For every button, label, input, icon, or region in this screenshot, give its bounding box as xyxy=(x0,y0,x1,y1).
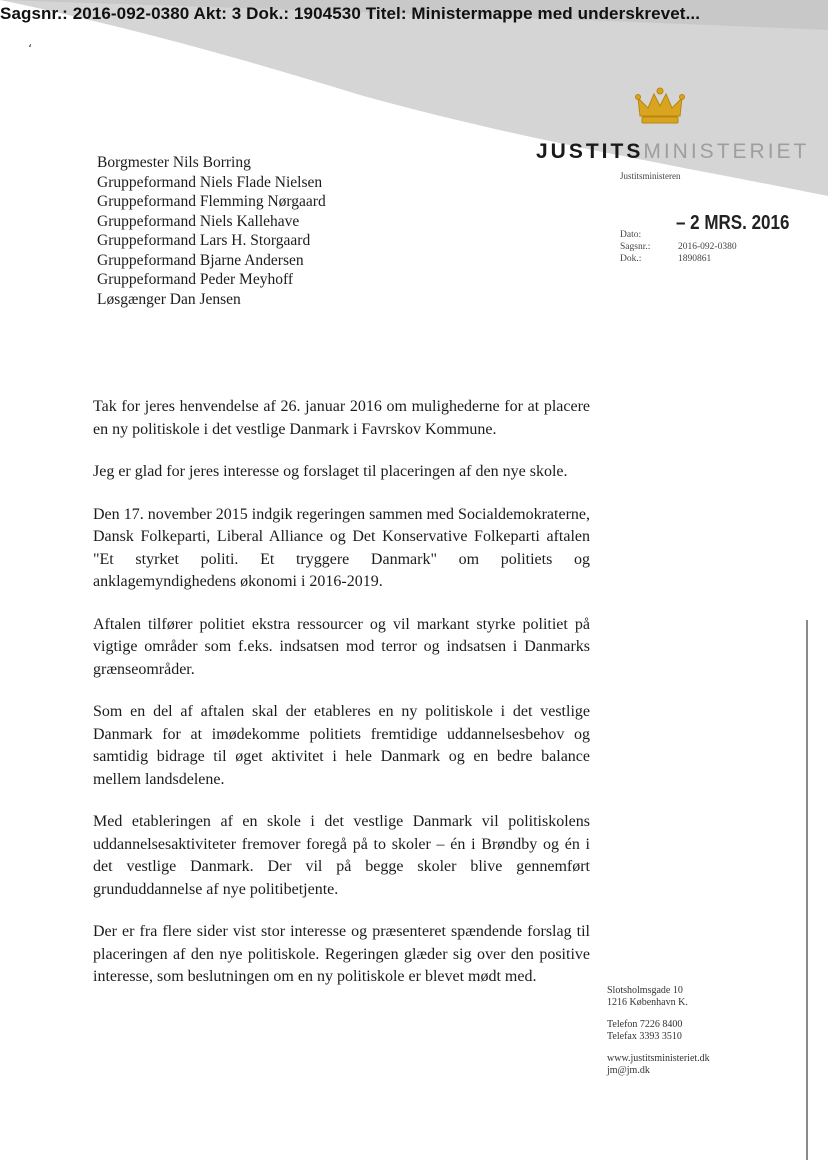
body-paragraph: Med etableringen af en skole i det vestlige Danmark vil politiskolens uddannelsesaktiviteter fremover foregå på to skoler – én i Brøndby og én i det vestlige Danmark. Der vil på begge skoler blive gennemført grunduddannelse af nye politibetjente. xyxy=(93,813,590,898)
case-label: Sagsnr.: xyxy=(620,242,651,252)
document-meta xyxy=(620,230,737,266)
ministry-address xyxy=(607,985,710,1077)
recipient: Borgmester Nils Borring xyxy=(97,154,251,171)
recipient: Gruppeformand Flemming Nørgaard xyxy=(97,193,326,210)
address-phone: Telefon 7226 8400 xyxy=(607,1019,683,1030)
ministry-logotype xyxy=(536,140,809,164)
recipient: Gruppeformand Niels Flade Nielsen xyxy=(97,173,323,191)
recipient-list xyxy=(97,153,326,309)
body-paragraph: Tak for jeres henvendelse af 26. januar 2016 om mulighederne for at placere en ny politiskole i det vestlige Danmark i Favrskov Kommune. xyxy=(93,398,590,438)
recipient: Gruppeformand Niels Kallehave xyxy=(97,212,300,230)
address-city: 1216 København K. xyxy=(607,997,688,1008)
crown-icon xyxy=(634,86,686,132)
body-paragraph: Den 17. november 2015 indgik regeringen sammen med Socialdemokraterne, Dansk Folkeparti, Liberal Alliance og Det Konservative Folkeparti aftalen "Et styrket politi. Et tryggere Danmark" om politiets og anklagemyndighedens økonomi i 2016-2019. xyxy=(93,505,590,590)
ministry-name-part1: JUSTITS xyxy=(536,140,644,163)
recipient: Gruppeformand Peder Meyhoff xyxy=(97,271,293,288)
scan-mark: ، xyxy=(28,36,32,50)
body-paragraph: Som en del af aftalen skal der etableres en ny politiskole i det vestlige Danmark for at imødekomme politiets fremtidige uddannelsesbehov og samtidig bidrage til øget aktivitet i hele Danmark og en bedre balance mellem landsdelene. xyxy=(93,703,590,788)
letter-body xyxy=(93,396,590,1009)
doc-number: 1890861 xyxy=(678,254,712,264)
case-header: Sagsnr.: 2016-092-0380 Akt: 3 Dok.: 1904530 Titel: Ministermappe med underskrevet... xyxy=(0,4,701,23)
body-paragraph: Der er fra flere sider vist stor interesse og præsenteret spændende forslag til placeringen af den nye politiskole. Regeringen glæder sig over den positive interesse, som beslutningen om en ny politiskole er blevet mødt med. xyxy=(93,923,590,985)
address-fax: Telefax 3393 3510 xyxy=(607,1031,682,1042)
body-paragraph: Jeg er glad for jeres interesse og forslaget til placeringen af den nye skole. xyxy=(93,463,568,480)
date-stamp: – 2 MRS. 2016 xyxy=(676,212,790,234)
address-street: Slotsholmsgade 10 xyxy=(607,985,683,996)
body-paragraph: Aftalen tilfører politiet ekstra ressourcer og vil markant styrke politiet på vigtige områder som f.eks. indsatsen mod terror og indsatsen i Danmarks grænseområder. xyxy=(93,615,590,678)
scan-edge xyxy=(806,620,808,1160)
sender-title: Justitsministeren xyxy=(620,171,681,181)
address-email: jm@jm.dk xyxy=(607,1065,650,1076)
recipient: Gruppeformand Lars H. Storgaard xyxy=(97,232,311,249)
recipient: Gruppeformand Bjarne Andersen xyxy=(97,251,304,269)
date-label: Dato: xyxy=(620,230,642,240)
recipient: Løsgænger Dan Jensen xyxy=(97,290,241,308)
address-web: www.justitsministeriet.dk xyxy=(607,1053,710,1064)
doc-label: Dok.: xyxy=(620,254,642,264)
case-number: 2016-092-0380 xyxy=(678,242,737,252)
ministry-name-part2: MINISTERIET xyxy=(643,140,810,163)
